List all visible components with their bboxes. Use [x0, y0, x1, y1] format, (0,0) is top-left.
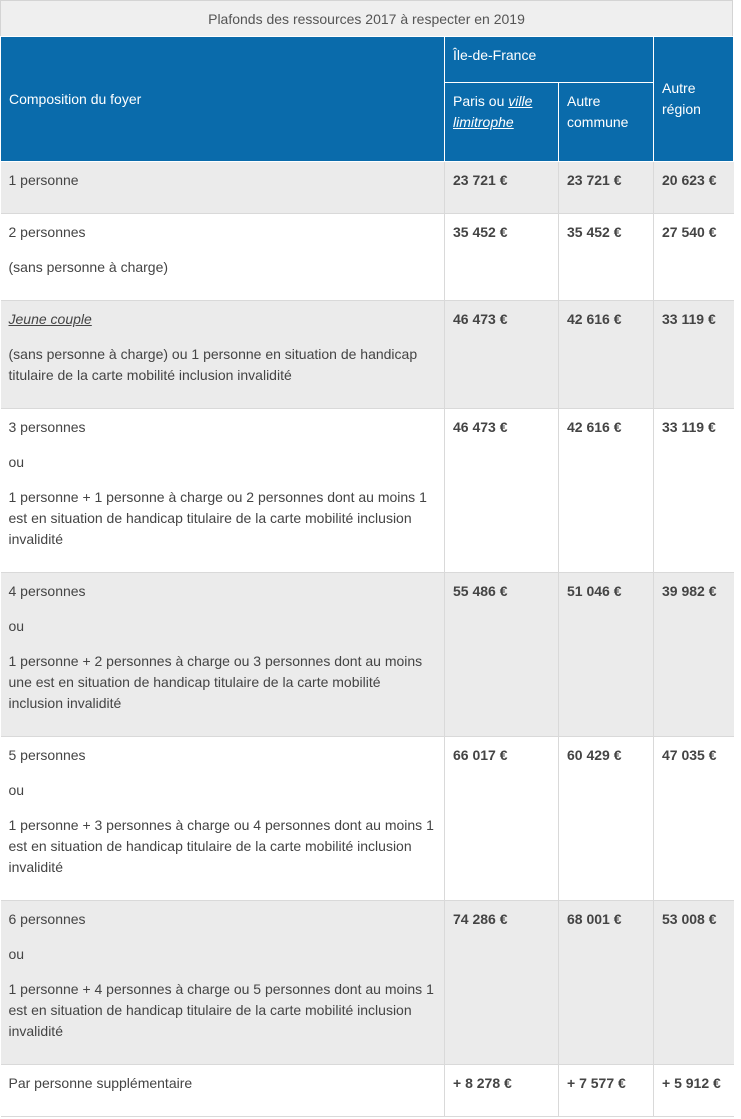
ville-limitrophe-link[interactable]: ville limitrophe — [453, 93, 533, 131]
composition-text: Par personne supplémentaire — [8, 1075, 193, 1091]
line-gap — [9, 637, 437, 651]
value-autre-commune: 35 452 € — [559, 214, 654, 301]
line-gap — [9, 330, 437, 344]
composition-text: ou — [8, 946, 25, 962]
composition-text: (sans personne à charge) — [8, 259, 169, 275]
value-paris: 74 286 € — [445, 901, 559, 1065]
value-paris: 66 017 € — [445, 737, 559, 901]
composition-cell — [1, 301, 445, 409]
value-autre-commune: 42 616 € — [559, 409, 654, 573]
table-body — [1, 162, 734, 1117]
value-autre-region: + 5 912 € — [654, 1065, 734, 1117]
composition-text: (sans personne à charge) ou 1 personne en situation de handicap titulaire de la carte mobilité inclusion invalidité — [8, 346, 418, 383]
value-autre-region: 33 119 € — [654, 409, 734, 573]
value-autre-region: 33 119 € — [654, 301, 734, 409]
header-autre-region: Autre région — [654, 37, 734, 162]
value-autre-region: 39 982 € — [654, 573, 734, 737]
value-autre-commune: 60 429 € — [559, 737, 654, 901]
value-paris: 23 721 € — [445, 162, 559, 214]
line-gap — [9, 438, 437, 452]
composition-cell — [1, 573, 445, 737]
header-paris-prefix: Paris ou — [453, 93, 509, 110]
composition-text: ou — [8, 618, 25, 634]
composition-cell — [1, 737, 445, 901]
composition-cell — [1, 1065, 445, 1117]
line-gap — [9, 473, 437, 487]
table-row — [1, 214, 734, 301]
header-ile-de-france: Île-de-France — [445, 37, 654, 83]
line-gap — [9, 801, 437, 815]
composition-text: 4 personnes — [8, 583, 86, 599]
composition-text: 1 personne + 1 personne à charge ou 2 personnes dont au moins 1 est en situation de handicap titulaire de la carte mobilité inclusion invalidité — [8, 489, 427, 547]
value-autre-region: 53 008 € — [654, 901, 734, 1065]
table-row — [1, 901, 734, 1065]
composition-cell — [1, 409, 445, 573]
table-row — [1, 162, 734, 214]
value-autre-commune: 68 001 € — [559, 901, 654, 1065]
value-autre-commune: 51 046 € — [559, 573, 654, 737]
line-gap — [9, 243, 437, 257]
composition-text: 3 personnes — [8, 419, 86, 435]
value-autre-commune: 23 721 € — [559, 162, 654, 214]
value-autre-region: 27 540 € — [654, 214, 734, 301]
value-paris: 35 452 € — [445, 214, 559, 301]
table-row — [1, 737, 734, 901]
table-row — [1, 301, 734, 409]
value-paris: 55 486 € — [445, 573, 559, 737]
value-autre-region: 47 035 € — [654, 737, 734, 901]
composition-text: 6 personnes — [8, 911, 86, 927]
value-autre-commune: + 7 577 € — [559, 1065, 654, 1117]
table-row — [1, 1065, 734, 1117]
line-gap — [9, 766, 437, 780]
composition-cell — [1, 162, 445, 214]
table-caption: Plafonds des ressources 2017 à respecter en 2019 — [0, 0, 733, 36]
resource-ceiling-table — [0, 36, 734, 1117]
header-paris — [445, 83, 559, 162]
composition-text: ou — [8, 782, 25, 798]
jeune-couple-link[interactable]: Jeune couple — [8, 311, 92, 327]
composition-text: 2 personnes — [8, 224, 86, 240]
composition-text: 1 personne — [8, 172, 79, 188]
composition-text: 5 personnes — [8, 747, 86, 763]
table-header — [1, 37, 734, 162]
value-paris: 46 473 € — [445, 409, 559, 573]
composition-text: 1 personne + 3 personnes à charge ou 4 personnes dont au moins 1 est en situation de handicap titulaire de la carte mobilité inclusion invalidité — [8, 817, 434, 875]
line-gap — [9, 930, 437, 944]
table-row — [1, 409, 734, 573]
table-row — [1, 573, 734, 737]
value-autre-commune: 42 616 € — [559, 301, 654, 409]
composition-text: ou — [8, 454, 25, 470]
header-composition: Composition du foyer — [1, 37, 445, 162]
composition-cell — [1, 901, 445, 1065]
composition-text: 1 personne + 4 personnes à charge ou 5 personnes dont au moins 1 est en situation de handicap titulaire de la carte mobilité inclusion invalidité — [8, 981, 434, 1039]
composition-cell — [1, 214, 445, 301]
value-autre-region: 20 623 € — [654, 162, 734, 214]
line-gap — [9, 965, 437, 979]
header-autre-commune: Autre commune — [559, 83, 654, 162]
composition-text: 1 personne + 2 personnes à charge ou 3 personnes dont au moins une est en situation de handicap titulaire de la carte mobilité inclusion invalidité — [8, 653, 423, 711]
value-paris: 46 473 € — [445, 301, 559, 409]
line-gap — [9, 602, 437, 616]
value-paris: + 8 278 € — [445, 1065, 559, 1117]
